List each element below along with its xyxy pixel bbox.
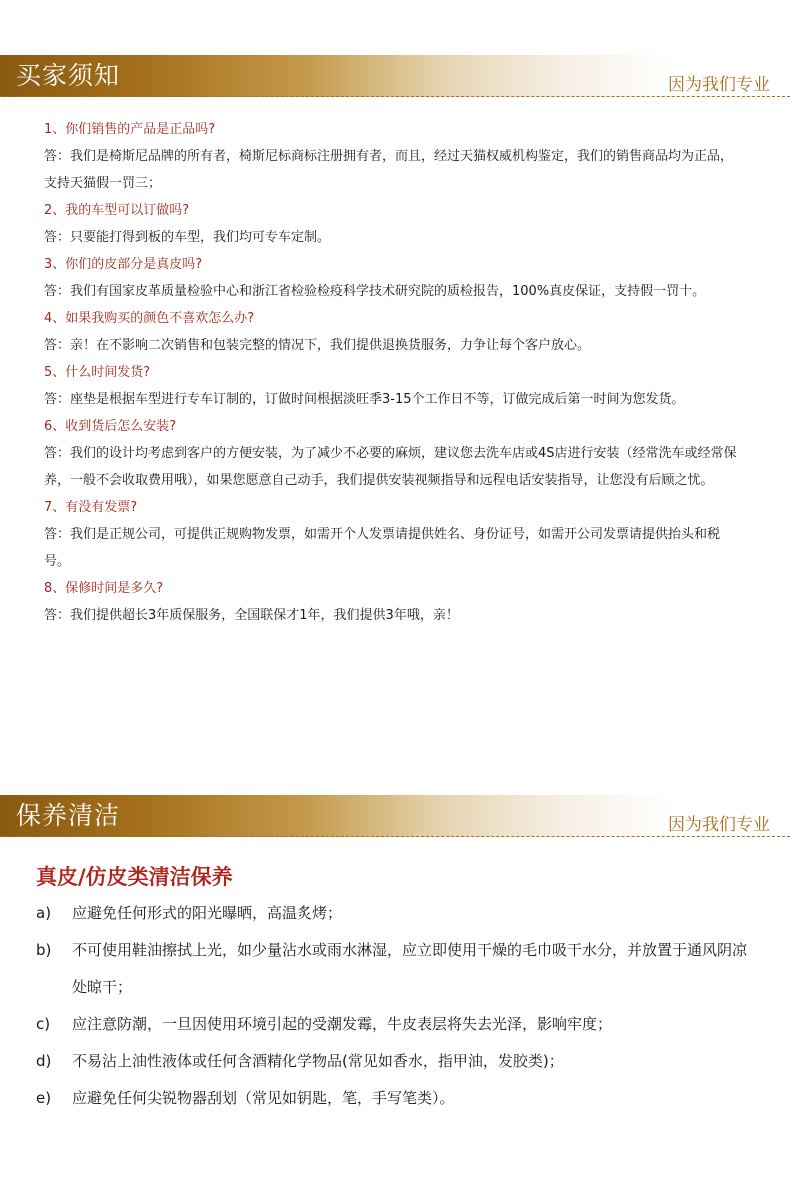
faq-list xyxy=(44,116,744,629)
notice-section-header xyxy=(0,55,790,97)
header-divider xyxy=(0,836,790,837)
faq-answer: 答：亲！在不影响二次销售和包装完整的情况下，我们提供退换货服务，力争让每个客户放心。 xyxy=(44,338,591,353)
header-divider xyxy=(0,96,790,97)
care-item-letter: c) xyxy=(36,1015,51,1033)
care-item-text: 应注意防潮，一旦因使用环境引起的受潮发霉，牛皮表层将失去光泽，影响牢度； xyxy=(72,1015,613,1033)
faq-item xyxy=(44,494,744,575)
faq-question: 5、什么时间发货? xyxy=(44,365,151,380)
care-item xyxy=(36,1080,756,1117)
faq-question: 4、如果我购买的颜色不喜欢怎么办? xyxy=(44,311,255,326)
care-section-slogan: 因为我们专业 xyxy=(668,815,770,835)
care-item-text: 不可使用鞋油擦拭上光，如少量沾水或雨水淋湿，应立即使用干燥的毛巾吸干水分，并放置于通风阴凉处晾干； xyxy=(72,941,748,996)
faq-question: 6、收到货后怎么安装? xyxy=(44,419,177,434)
care-section-header xyxy=(0,795,790,837)
faq-item xyxy=(44,575,744,629)
faq-item xyxy=(44,305,744,359)
faq-item xyxy=(44,251,744,305)
care-item-text: 不易沾上油性液体或任何含酒精化学物品(常见如香水，指甲油，发胶类)； xyxy=(72,1052,564,1070)
faq-answer: 答：座垫是根据车型进行专车订制的，订做时间根据淡旺季3-15个工作日不等，订做完成后第一时间为您发货。 xyxy=(44,392,685,407)
notice-section-slogan: 因为我们专业 xyxy=(668,75,770,95)
faq-question: 7、有没有发票? xyxy=(44,500,138,515)
care-item-text: 应避免任何形式的阳光曝晒，高温炙烤； xyxy=(72,904,343,922)
faq-answer: 答：我们有国家皮革质量检验中心和浙江省检验检疫科学技术研究院的质检报告，100%真皮保证，支持假一罚十。 xyxy=(44,284,706,299)
faq-question: 8、保修时间是多久? xyxy=(44,581,164,596)
care-item-letter: d) xyxy=(36,1052,52,1070)
faq-answer: 答：只要能打得到板的车型，我们均可专车定制。 xyxy=(44,230,331,245)
faq-answer: 答：我们是椅斯尼品牌的所有者，椅斯尼标商标注册拥有者，而且，经过天猫权威机构鉴定，我们的销售商品均为正品，支持天猫假一罚三； xyxy=(44,149,734,191)
faq-item xyxy=(44,413,744,494)
faq-question: 3、你们的皮部分是真皮吗? xyxy=(44,257,203,272)
care-item-letter: a) xyxy=(36,904,52,922)
notice-section-title: 买家须知 xyxy=(16,61,121,90)
faq-item xyxy=(44,359,744,413)
faq-question: 2、我的车型可以订做吗? xyxy=(44,203,190,218)
care-list xyxy=(36,895,756,1117)
faq-item xyxy=(44,116,744,197)
care-item xyxy=(36,1006,756,1043)
care-item xyxy=(36,895,756,932)
care-item-text: 应避免任何尖锐物器刮划（常见如钥匙，笔，手写笔类）。 xyxy=(72,1089,455,1107)
care-item xyxy=(36,932,756,1006)
care-item xyxy=(36,1043,756,1080)
faq-item xyxy=(44,197,744,251)
faq-question: 1、你们销售的产品是正品吗? xyxy=(44,122,216,137)
faq-answer: 答：我们提供超长3年质保服务，全国联保才1年，我们提供3年哦，亲！ xyxy=(44,608,459,623)
faq-answer: 答：我们的设计均考虑到客户的方便安装，为了减少不必要的麻烦，建议您去洗车店或4S店进行安装（经常洗车或经常保养，一般不会收取费用哦），如果您愿意自己动手，我们提供安装视频指导和远程电话安装指导，让您没有后顾之忧。 xyxy=(44,446,737,488)
care-item-letter: e) xyxy=(36,1089,52,1107)
faq-answer: 答：我们是正规公司，可提供正规购物发票，如需开个人发票请提供姓名、身份证号，如需开公司发票请提供抬头和税号。 xyxy=(44,527,721,569)
care-section-title: 保养清洁 xyxy=(16,801,121,830)
care-item-letter: b) xyxy=(36,941,52,959)
care-heading: 真皮/仿皮类清洁保养 xyxy=(36,865,233,889)
